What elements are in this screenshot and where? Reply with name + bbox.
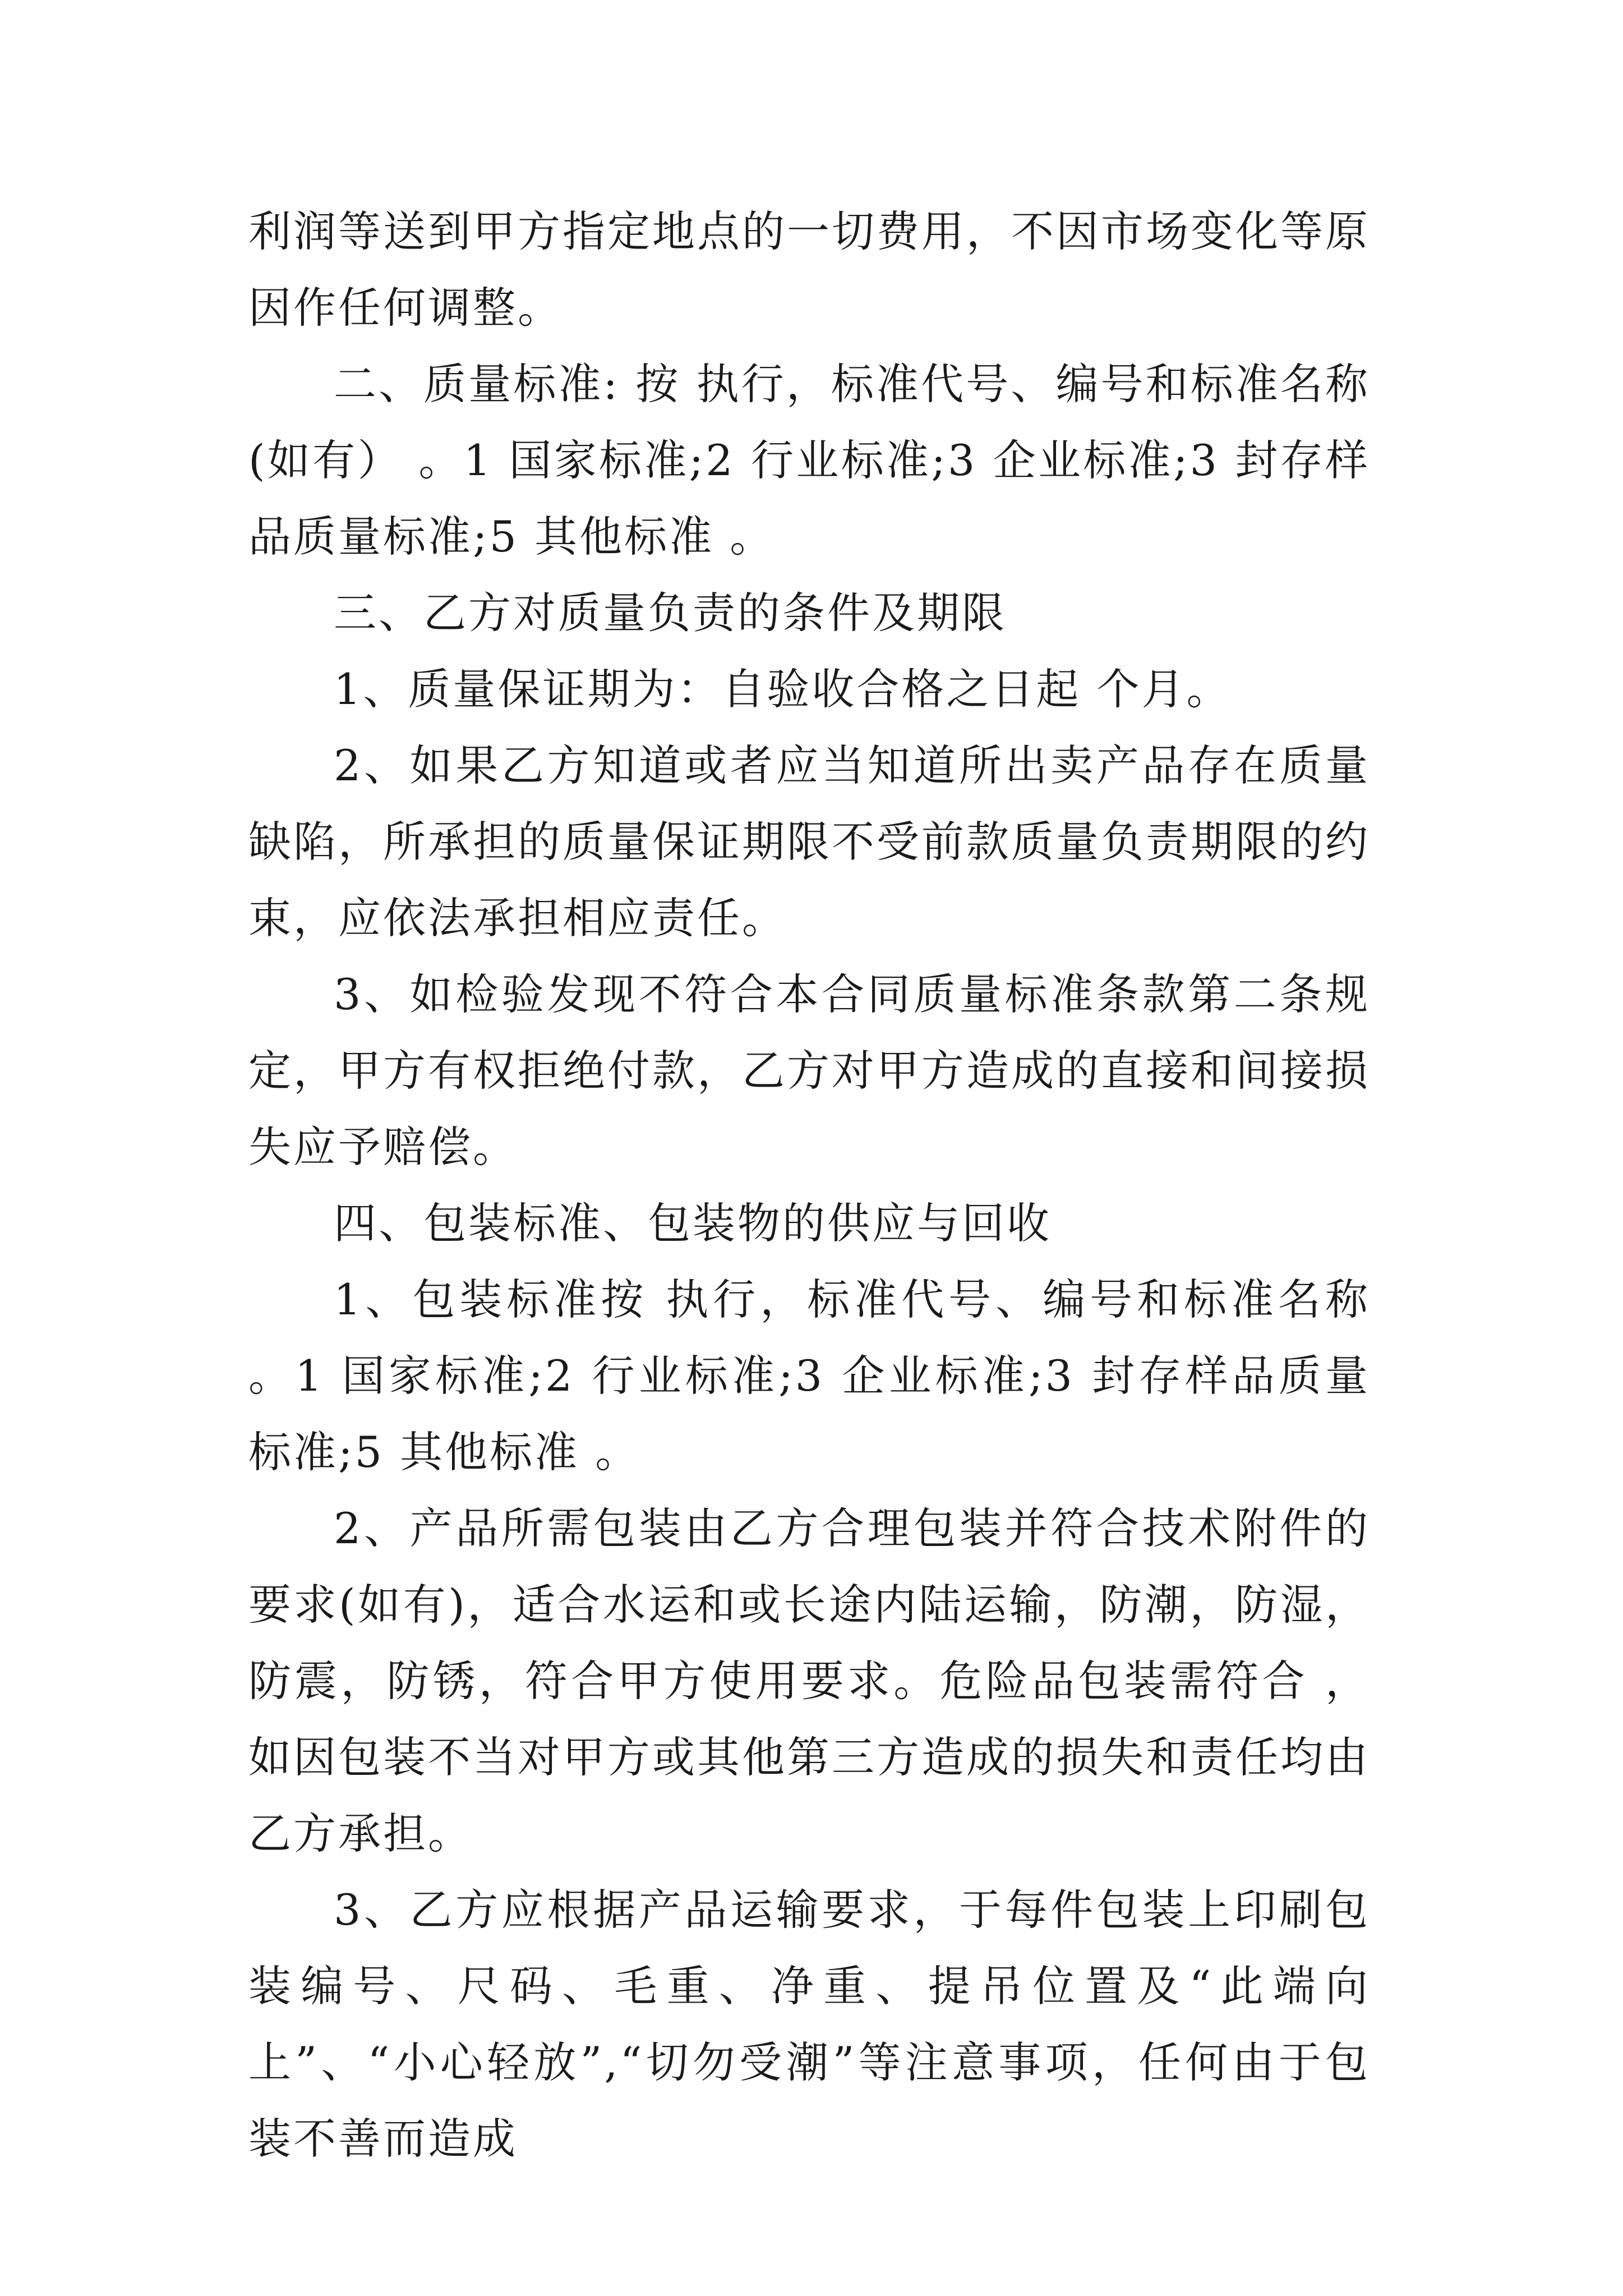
paragraph-packaging-requirements: 2、产品所需包装由乙方合理包装并符合技术附件的要求(如有)，适合水运和或长途内陆运输，防潮，防湿，防震，防锈，符合甲方使用要求。危险品包装需符合 ，如因包装不当对甲方或其他第三方造成的损失和责任均由乙方承担。	[248, 1503, 1370, 1858]
paragraph-packaging-standard: 1、包装标准按 执行，标准代号、编号和标准名称 。1 国家标准;2 行业标准;3 企业标准;3 封存样品质量标准;5 其他标准 。	[248, 1274, 1370, 1477]
paragraph-cost-clause: 利润等送到甲方指定地点的一切费用，不因市场变化等原因作任何调整。	[248, 206, 1370, 333]
heading-quality-responsibility: 三、乙方对质量负责的条件及期限	[334, 588, 1007, 638]
paragraph-packaging-marking: 3、乙方应根据产品运输要求，于每件包装上印刷包装编号、尺码、毛重、净重、提吊位置及“此端向上”、“小心轻放”,“切勿受潮”等注意事项，任何由于包装不善而造成	[248, 1885, 1370, 2164]
paragraph-inspection-refusal: 3、如检验发现不符合本合同质量标准条款第二条规定，甲方有权拒绝付款，乙方对甲方造成的直接和间接损失应予赔偿。	[248, 969, 1370, 1172]
paragraph-quality-standard: 二、质量标准: 按 执行，标准代号、编号和标准名称(如有） 。1 国家标准;2 行业标准;3 企业标准;3 封存样品质量标准;5 其他标准 。	[248, 359, 1370, 562]
paragraph-warranty-period: 1、质量保证期为：自验收合格之日起 个月。	[334, 664, 1232, 714]
heading-packaging: 四、包装标准、包装物的供应与回收	[334, 1198, 1052, 1248]
paragraph-defect-liability: 2、如果乙方知道或者应当知道所出卖产品存在质量缺陷，所承担的质量保证期限不受前款质量负责期限的约束，应依法承担相应责任。	[248, 740, 1370, 943]
document-body	[248, 194, 1370, 2177]
